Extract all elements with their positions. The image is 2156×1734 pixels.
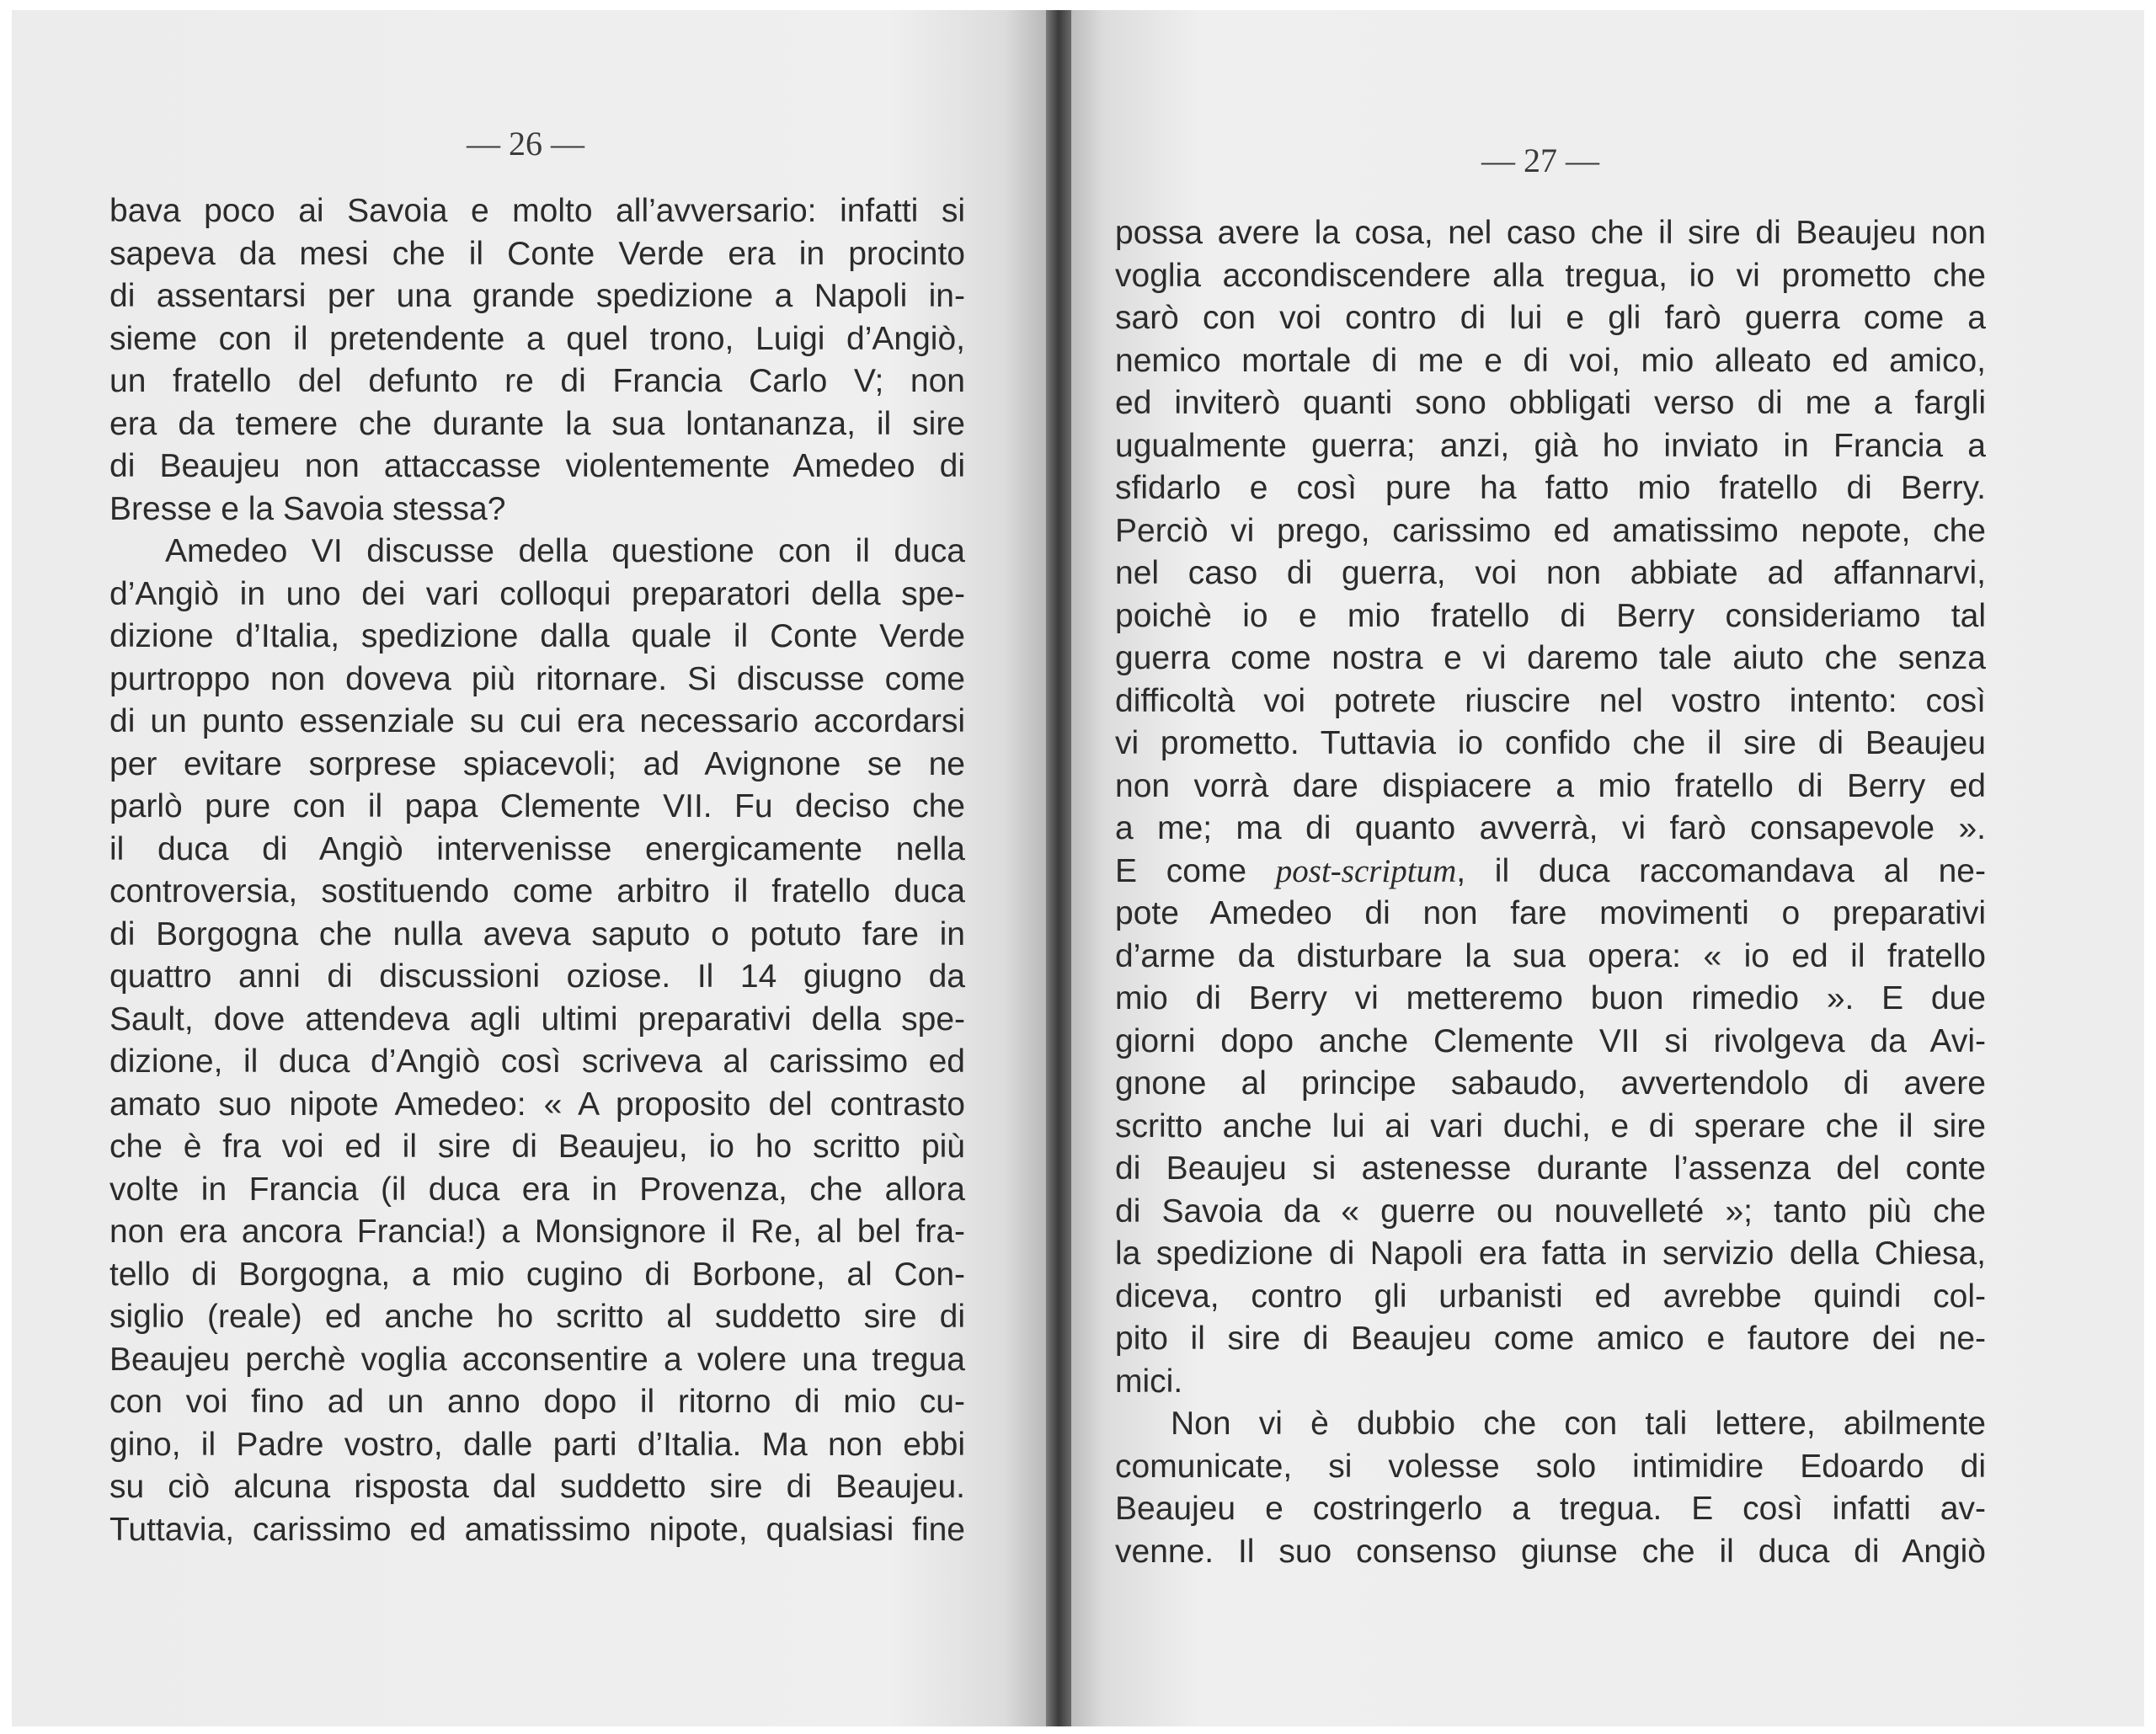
text-line: sieme con il pretendente a quel trono, Luigi d’Angiò,: [109, 320, 965, 357]
text-line: non vorrà dare dispiacere a mio fratello di Berry ed: [1115, 767, 1986, 804]
text-line: Non vi è dubbio che con tali lettere, abilmente: [1171, 1406, 1986, 1442]
text-line: il duca di Angiò intervenisse energicamente nella: [109, 830, 965, 867]
text-line: difficoltà voi potrete riuscire nel vostro intento: così: [1115, 682, 1986, 719]
text-line: sfidarlo e così pure ha fatto mio fratello di Berry.: [1115, 470, 1986, 506]
text-line: possa avere la cosa, nel caso che il sire di Beaujeu non: [1115, 215, 1986, 251]
text-line: di Beaujeu si astenesse durante l’assenza del conte: [1115, 1150, 1986, 1187]
text-line: amato suo nipote Amedeo: « A proposito del contrasto: [109, 1086, 965, 1123]
text-segment: , il duca raccomandava al ne-: [1456, 852, 1986, 889]
text-line: nel caso di guerra, voi non abbiate ad affannarvi,: [1115, 555, 1986, 591]
text-line: Beaujeu perchè voglia acconsentire a volere una tregua: [109, 1341, 965, 1378]
text-line: diceva, contro gli urbanisti ed avrebbe quindi col-: [1115, 1278, 1986, 1315]
text-line: Bresse e la Savoia stessa?: [109, 490, 506, 527]
text-line: scritto anche lui ai vari duchi, e di sperare che il sire: [1115, 1107, 1986, 1144]
text-line: di Savoia da « guerre ou nouvelleté »; tanto più che: [1115, 1192, 1986, 1230]
text-line: [1115, 851, 1986, 894]
text-line: Beaujeu e costringerlo a tregua. E così infatti av-: [1115, 1491, 1986, 1527]
text-line: di Borgogna che nulla aveva saputo o potuto fare in: [109, 915, 965, 952]
text-line: d’arme da disturbare la sua opera: « io ed il fratello: [1115, 937, 1986, 974]
right-page-body-text: [1115, 212, 1986, 1573]
text-line: Tuttavia, carissimo ed amatissimo nipote, qualsiasi fine: [109, 1511, 965, 1548]
text-line: quattro anni di discussioni oziose. Il 14 giugno da: [109, 958, 965, 995]
text-line: Sault, dove attendeva agli ultimi preparativi della spe-: [109, 1000, 965, 1038]
text-line: bava poco ai Savoia e molto all’avversario: infatti si: [109, 193, 965, 229]
text-line: dizione d’Italia, spedizione dalla quale il Conte Verde: [109, 618, 965, 654]
text-line: dizione, il duca d’Angiò così scriveva al carissimo ed: [109, 1043, 965, 1080]
text-line: mici.: [1115, 1363, 1183, 1400]
text-line: d’Angiò in uno dei vari colloqui preparatori della spe-: [109, 575, 965, 612]
text-line: Amedeo VI discusse della questione con il duca: [165, 533, 965, 569]
text-line: la spedizione di Napoli era fatta in servizio della Chiesa,: [1115, 1235, 1986, 1272]
text-line: di un punto essenziale su cui era necessario accordarsi: [109, 703, 965, 739]
text-line: pito il sire di Beaujeu come amico e fautore dei ne-: [1115, 1321, 1986, 1357]
italic-term: post-scriptum: [1275, 852, 1457, 889]
text-line: comunicate, si volesse solo intimidire Edoardo di: [1115, 1448, 1986, 1485]
text-line: di assentarsi per una grande spedizione a Napoli in-: [109, 278, 965, 314]
text-line: volte in Francia (il duca era in Provenza, che allora: [109, 1171, 965, 1208]
text-line: controversia, sostituendo come arbitro il fratello duca: [109, 873, 965, 910]
text-line: parlò pure con il papa Clemente VII. Fu deciso che: [109, 788, 965, 824]
text-line: era da temere che durante la sua lontananza, il sire: [109, 405, 965, 442]
text-segment: E come: [1115, 852, 1276, 889]
text-line: che è fra voi ed il sire di Beaujeu, io ho scritto più: [109, 1128, 965, 1165]
text-line: un fratello del defunto re di Francia Carlo V; non: [109, 363, 965, 399]
text-line: pote Amedeo di non fare movimenti o preparativi: [1115, 895, 1986, 931]
text-line: gino, il Padre vostro, dalle parti d’Italia. Ma non ebbi: [109, 1426, 965, 1463]
left-page-body-text: [109, 190, 965, 1551]
text-line: con voi fino ad un anno dopo il ritorno di mio cu-: [109, 1384, 965, 1420]
text-line: voglia accondiscendere alla tregua, io vi prometto che: [1115, 257, 1986, 294]
text-line: poichè io e mio fratello di Berry consideriamo tal: [1115, 597, 1986, 634]
text-line: purtroppo non doveva più ritornare. Si discusse come: [109, 660, 965, 697]
text-line: nemico mortale di me e di voi, mio alleato ed amico,: [1115, 342, 1986, 379]
text-line: mio di Berry vi metteremo buon rimedio ». E due: [1115, 980, 1986, 1016]
text-line: ed inviterò quanti sono obbligati verso di me a fargli: [1115, 385, 1986, 421]
page-number: — 27 —: [1481, 141, 1599, 179]
text-line: sarò con voi contro di lui e gli farò guerra come a: [1115, 300, 1986, 336]
text-line: sapeva da mesi che il Conte Verde era in procinto: [109, 235, 965, 272]
text-line: su ciò alcuna risposta dal suddetto sire di Beaujeu.: [109, 1469, 965, 1505]
text-line: Perciò vi prego, carissimo ed amatissimo nepote, che: [1115, 512, 1986, 549]
text-line: a me; ma di quanto avverrà, vi farò consapevole ».: [1115, 810, 1986, 846]
text-line: guerra come nostra e vi daremo tale aiuto che senza: [1115, 640, 1986, 676]
text-line: gnone al principe sabaudo, avvertendolo di avere: [1115, 1065, 1986, 1102]
text-line: tello di Borgogna, a mio cugino di Borbone, al Con-: [109, 1256, 965, 1293]
page-number: — 26 —: [467, 125, 584, 163]
text-line: per evitare sorprese spiacevoli; ad Avignone se ne: [109, 745, 965, 782]
book-gutter: [1046, 10, 1071, 1726]
text-line: ugualmente guerra; anzi, già ho inviato in Francia a: [1115, 427, 1986, 464]
text-line: non era ancora Francia!) a Monsignore il Re, al bel fra-: [109, 1214, 965, 1250]
text-line: vi prometto. Tuttavia io confido che il sire di Beaujeu: [1115, 725, 1986, 761]
text-line: siglio (reale) ed anche ho scritto al suddetto sire di: [109, 1299, 965, 1335]
text-line: giorni dopo anche Clemente VII si rivolgeva da Avi-: [1115, 1022, 1986, 1059]
text-line: venne. Il suo consenso giunse che il duca di Angiò: [1115, 1533, 1986, 1570]
text-line: di Beaujeu non attaccasse violentemente Amedeo di: [109, 448, 965, 484]
